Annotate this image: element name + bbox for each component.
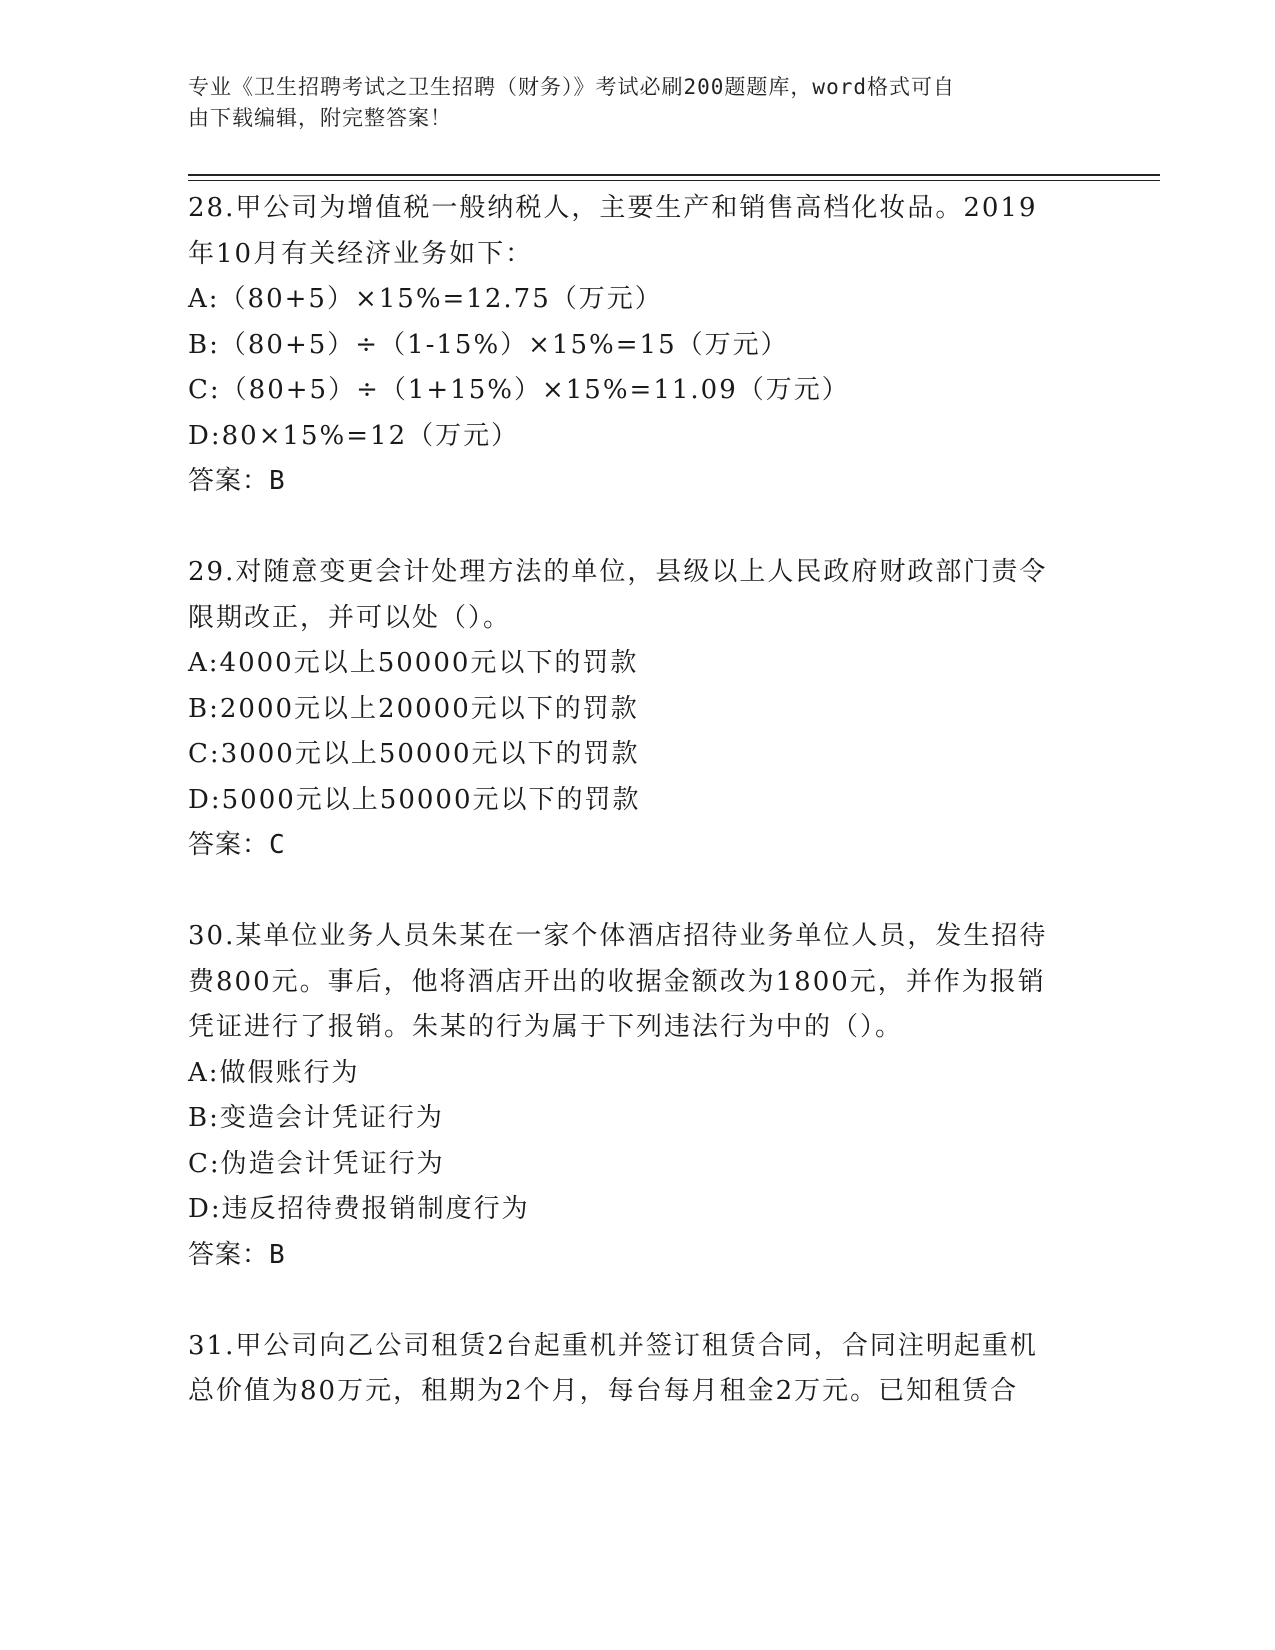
option-c: C:（80+5）÷（1+15%）×15%=11.09（万元） xyxy=(188,375,850,405)
question-text-line: 29.对随意变更会计处理方法的单位，县级以上人民政府财政部门责令 xyxy=(188,557,1048,587)
answer: 答案：B xyxy=(188,466,286,496)
question-list xyxy=(188,186,1088,1415)
header-line-1: 专业《卫生招聘考试之卫生招聘（财务）》考试必刷200题题库，word格式可自 xyxy=(188,75,955,99)
document-header xyxy=(188,72,1068,134)
header-rule-thick xyxy=(188,174,1160,176)
option-b: B:2000元以上20000元以下的罚款 xyxy=(188,693,639,724)
question-text-line: 费800元。事后，他将酒店开出的收据金额改为1800元，并作为报销 xyxy=(188,966,1046,997)
option-d: D:80×15%=12（万元） xyxy=(188,420,520,451)
question-text-line: 总价值为80万元，租期为2个月，每台每月租金2万元。已知租赁合 xyxy=(188,1376,1019,1406)
option-a: A:（80+5）×15%=12.75（万元） xyxy=(188,284,663,314)
question-text-line: 凭证进行了报销。朱某的行为属于下列违法行为中的（）。 xyxy=(188,1012,904,1042)
answer: 答案：C xyxy=(188,830,286,860)
option-d: D:违反招待费报销制度行为 xyxy=(188,1194,530,1224)
question-text-line: 30.某单位业务人员朱某在一家个体酒店招待业务单位人员，发生招待 xyxy=(188,921,1048,951)
spacer xyxy=(188,1278,1088,1324)
question-31 xyxy=(188,1324,1088,1415)
option-c: C:伪造会计凭证行为 xyxy=(188,1148,445,1179)
spacer xyxy=(188,869,1088,915)
header-rule-thin xyxy=(188,180,1160,181)
answer: 答案：B xyxy=(188,1239,286,1270)
option-a: A:做假账行为 xyxy=(188,1057,360,1088)
question-text-line: 31.甲公司向乙公司租赁2台起重机并签订租赁合同，合同注明起重机 xyxy=(188,1330,1038,1361)
question-text-line: 年10月有关经济业务如下： xyxy=(188,238,534,269)
spacer xyxy=(188,505,1088,551)
option-c: C:3000元以上50000元以下的罚款 xyxy=(188,739,640,769)
option-b: B:（80+5）÷（1-15%）×15%=15（万元） xyxy=(188,329,789,360)
question-28 xyxy=(188,186,1088,505)
question-30 xyxy=(188,914,1088,1278)
question-text-line: 限期改正，并可以处（）。 xyxy=(188,602,512,633)
option-a: A:4000元以上50000元以下的罚款 xyxy=(188,648,639,678)
question-29 xyxy=(188,550,1088,869)
header-line-2: 由下载编辑，附完整答案！ xyxy=(188,106,452,130)
question-text-line: 28.甲公司为增值税一般纳税人，主要生产和销售高档化妆品。2019 xyxy=(188,193,1038,223)
option-b: B:变造会计凭证行为 xyxy=(188,1103,444,1133)
option-d: D:5000元以上50000元以下的罚款 xyxy=(188,784,641,815)
